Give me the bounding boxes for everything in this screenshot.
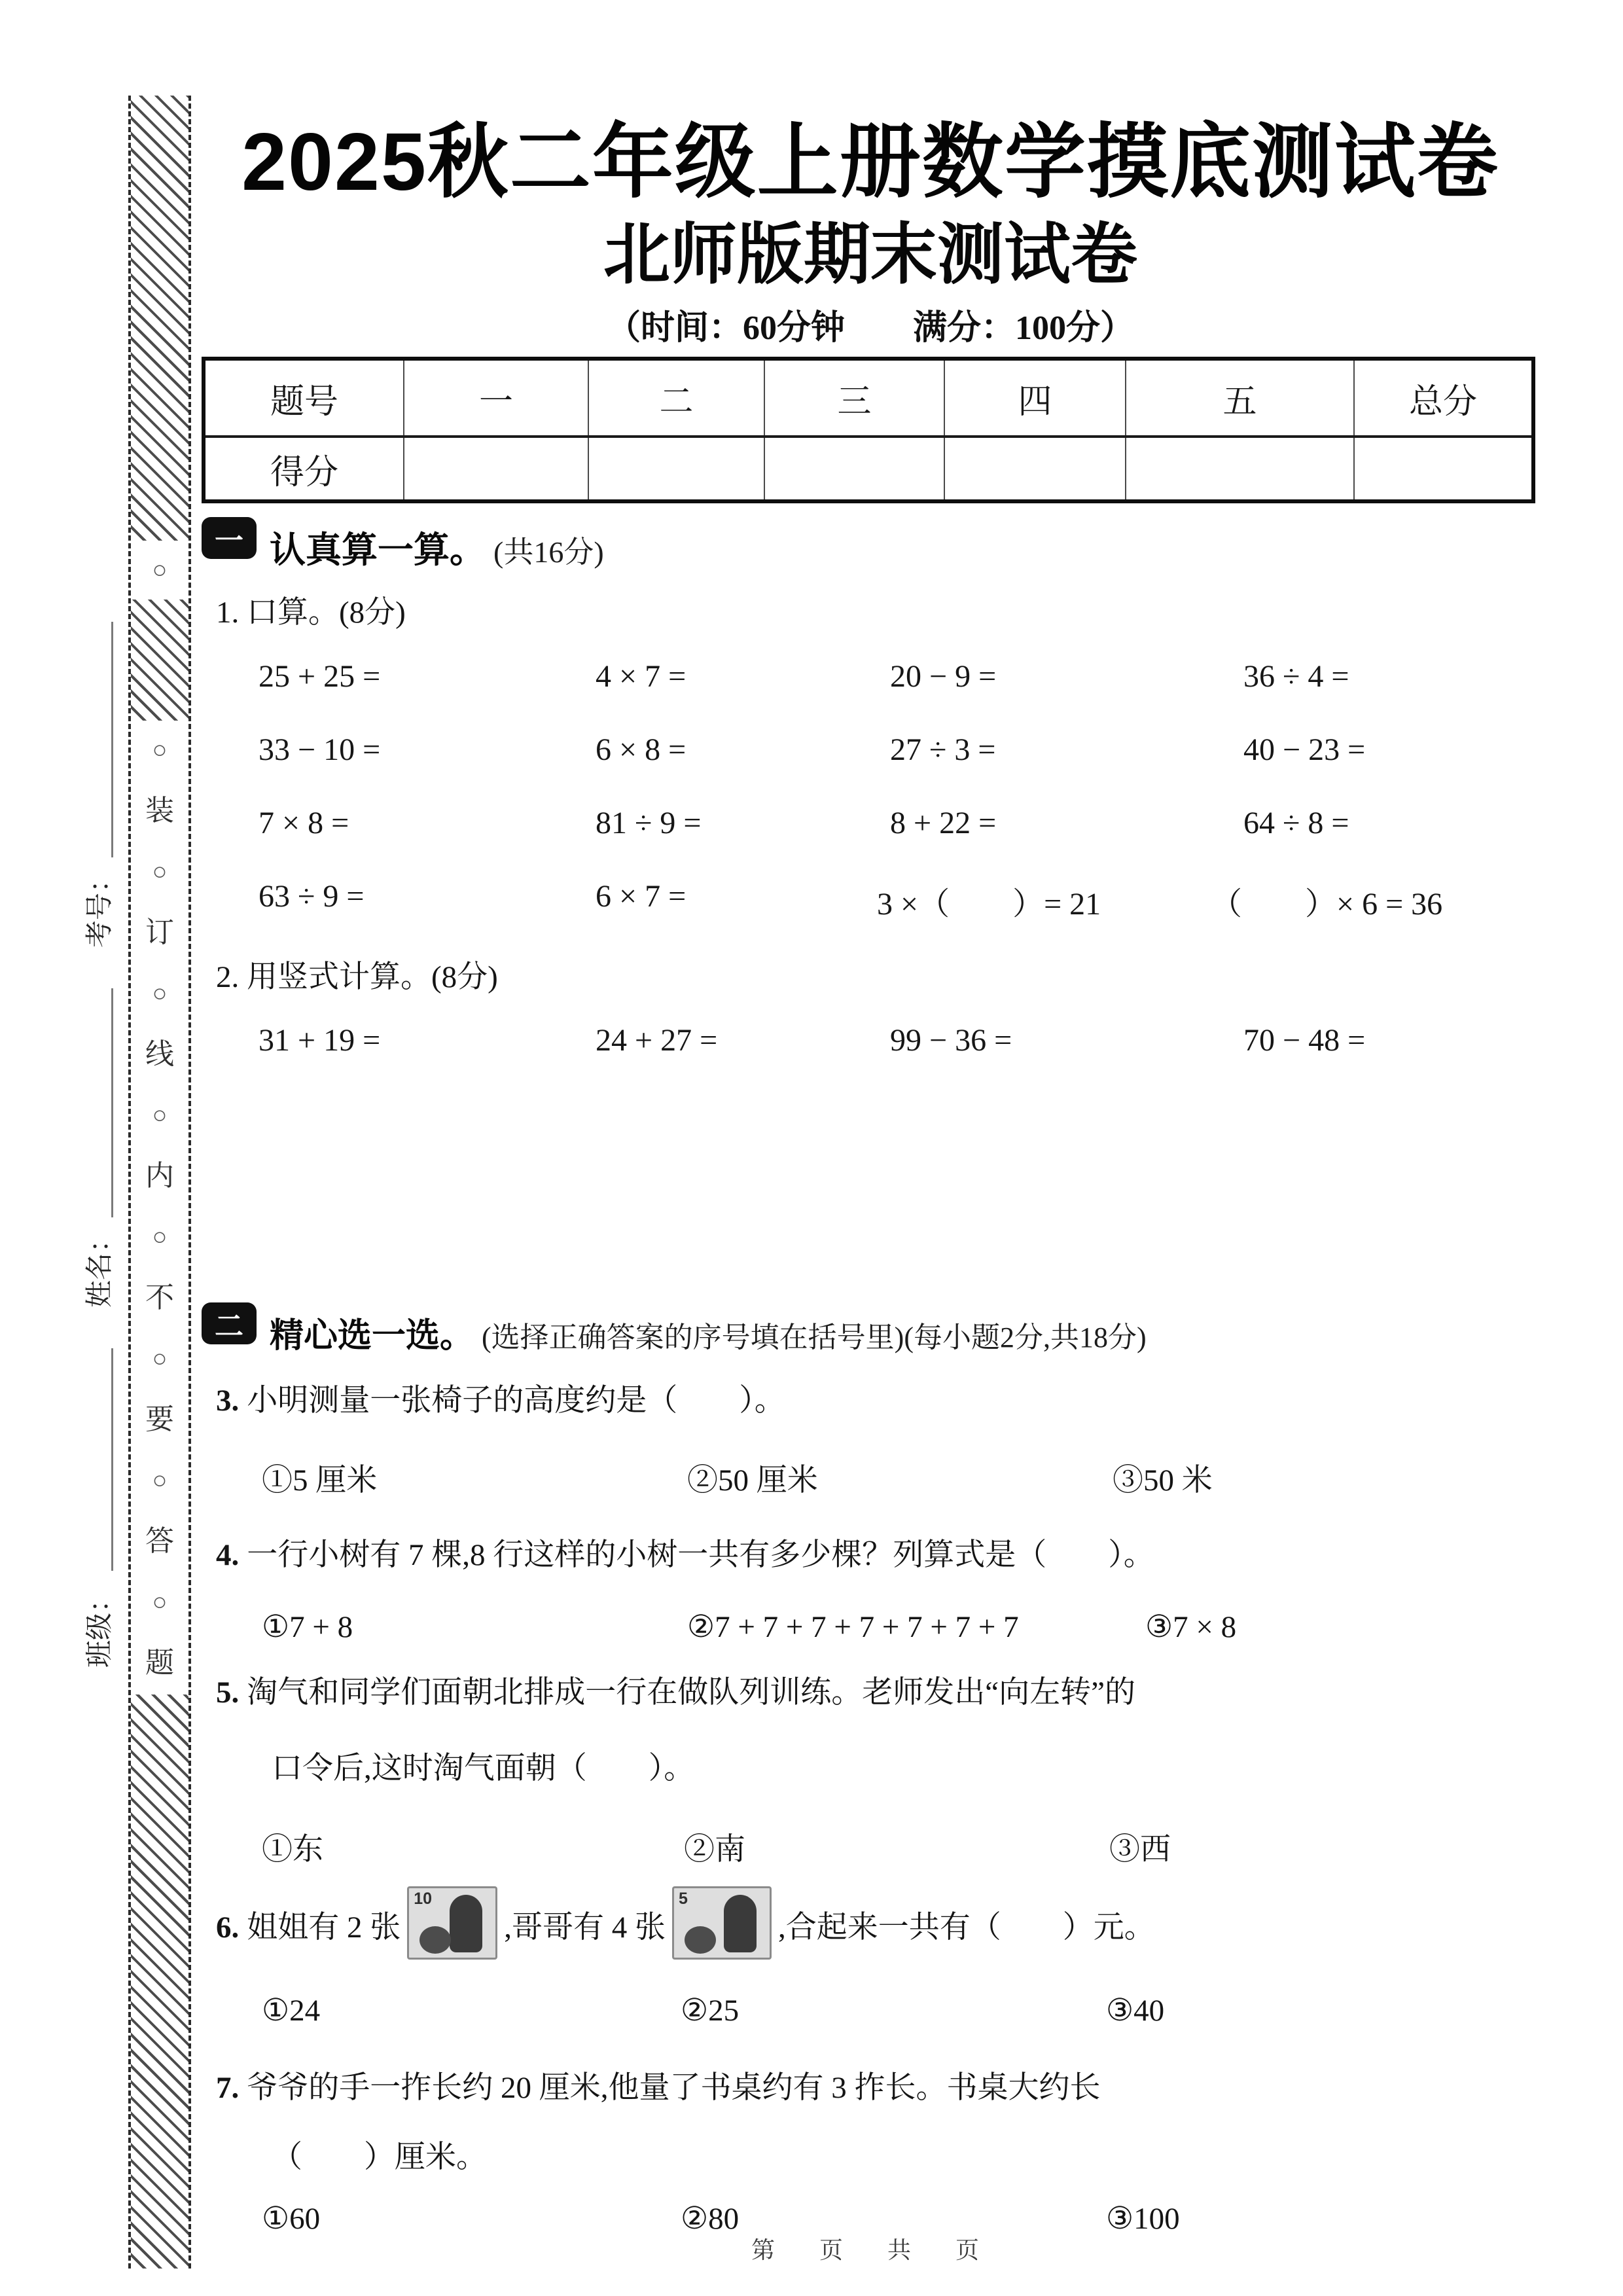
header-part-3: 三	[764, 359, 944, 437]
score-table-score-row	[204, 437, 1533, 501]
score-table-header-row	[204, 359, 1533, 437]
column-calc-item: 99 − 36 =	[890, 1023, 1012, 1058]
seal-char: 内	[145, 1160, 174, 1192]
question-3-number: 3.	[216, 1384, 240, 1418]
question-3	[216, 1376, 1551, 1420]
seal-circle: ○	[152, 1223, 168, 1251]
section-2-note: (选择正确答案的序号填在括号里)(每小题2分,共18分)	[482, 1321, 1147, 1354]
question-6-text-post: ,合起来一共有（ ）元。	[778, 1910, 1155, 1945]
question-6-option-1: ①24	[262, 1994, 321, 2028]
question-5-option-1: ①东	[262, 1833, 323, 1867]
question-7	[216, 2063, 1551, 2107]
header-part-1: 一	[404, 359, 588, 437]
question-3-text: 小明测量一张椅子的高度约是（ ）。	[247, 1384, 785, 1418]
question-7-text-line1: 爷爷的手一拃长约 20 厘米,他量了书桌约有 3 拃长。书桌大约长	[247, 2071, 1101, 2105]
paper-subtitle: 北师版期末测试卷	[603, 217, 1137, 292]
oral-calc-item: 25 + 25 =	[259, 659, 381, 694]
question-3-option-2: ②50 厘米	[687, 1463, 818, 1498]
oral-calc-item: 7 × 8 =	[259, 806, 349, 840]
question-6	[216, 1886, 1551, 1960]
oral-calc-item: 6 × 8 =	[596, 732, 687, 767]
question-5-option-3: ③西	[1109, 1833, 1171, 1867]
portrait-icon	[724, 1895, 757, 1952]
banknote-artwork	[685, 1926, 716, 1954]
paper-title: 2025秋二年级上册数学摸底测试卷	[241, 117, 1499, 207]
oral-calc-item: 20 − 9 =	[890, 659, 997, 694]
question-6-option-2: ②25	[681, 1994, 740, 2028]
class-blank-line	[111, 1348, 113, 1571]
question-5-number: 5.	[216, 1676, 240, 1710]
question-4-option-2: ②7 + 7 + 7 + 7 + 7 + 7 + 7	[687, 1610, 1019, 1644]
question-2-label: 2. 用竖式计算。(8分)	[216, 960, 498, 994]
oral-calc-item: 63 ÷ 9 =	[259, 879, 365, 914]
hatch-marks-top	[131, 96, 188, 541]
oral-calc-item: 4 × 7 =	[596, 659, 687, 694]
page-footer: 第 页 共 页	[751, 2237, 990, 2263]
section-2-heading	[270, 1308, 1147, 1357]
column-calc-item: 70 − 48 =	[1243, 1023, 1366, 1058]
banknote-artwork	[419, 1926, 451, 1954]
column-calc-item: 31 + 19 =	[259, 1023, 381, 1058]
question-5	[216, 1668, 1551, 1712]
header-total: 总分	[1354, 359, 1533, 437]
portrait-icon	[450, 1895, 482, 1952]
question-7-number: 7.	[216, 2071, 240, 2105]
question-7-option-1: ①60	[262, 2202, 321, 2236]
question-4-text: 一行小树有 7 棵,8 行这样的小树一共有多少棵？列算式是（ ）。	[247, 1538, 1154, 1572]
section-2-badge: 二	[202, 1302, 257, 1344]
oral-calc-item: 27 ÷ 3 =	[890, 732, 996, 767]
question-6-text-pre: 姐姐有 2 张	[247, 1910, 401, 1945]
question-7-text-line2: （ ）厘米。	[272, 2140, 487, 2174]
question-5-text-line2: 口令后,这时淘气面朝（ ）。	[272, 1751, 695, 1785]
seal-circle: ○	[152, 1345, 168, 1372]
seal-binding-strip	[128, 96, 191, 2269]
seal-circle: ○	[152, 1588, 168, 1616]
oral-calc-item: 6 × 7 =	[596, 879, 687, 914]
question-1-label: 1. 口算。(8分)	[216, 596, 406, 630]
seal-circle: ○	[152, 736, 168, 764]
seal-char: 线	[145, 1038, 174, 1070]
question-6-option-3: ③40	[1106, 1994, 1165, 2028]
score-cell	[1354, 437, 1533, 501]
seal-circle: ○	[152, 556, 168, 584]
section-1-title: 认真算一算。	[270, 529, 486, 570]
time-score-line: （时间：60分钟 满分：100分）	[606, 310, 1134, 347]
question-6-number: 6.	[216, 1910, 240, 1945]
score-cell	[944, 437, 1126, 501]
exam-number-blank-line	[111, 622, 113, 857]
column-calc-item: 24 + 27 =	[596, 1023, 718, 1058]
exam-number-label: 考号：	[85, 865, 115, 948]
header-part-2: 二	[588, 359, 764, 437]
oral-calc-item: 64 ÷ 8 =	[1243, 806, 1349, 840]
question-4-option-1: ①7 + 8	[262, 1610, 353, 1644]
oral-calc-item: 8 + 22 =	[890, 806, 997, 840]
banknote-denomination: 5	[679, 1890, 688, 1908]
question-4-number: 4.	[216, 1538, 240, 1572]
banknote-5-yuan-image	[672, 1886, 772, 1960]
section-1-badge: 一	[202, 517, 257, 559]
seal-char: 不	[145, 1282, 174, 1314]
section-1-heading	[270, 521, 604, 573]
seal-char: 要	[145, 1403, 174, 1435]
seal-char: 题	[145, 1647, 174, 1679]
seal-char: 答	[145, 1525, 174, 1557]
question-4-option-3: ③7 × 8	[1145, 1610, 1237, 1644]
class-label: 班级：	[85, 1585, 115, 1668]
score-cell	[588, 437, 764, 501]
seal-circle: ○	[152, 858, 168, 886]
oral-calc-item: 40 − 23 =	[1243, 732, 1366, 767]
section-2-title: 精心选一选。	[270, 1317, 474, 1355]
score-row-label: 得分	[204, 437, 404, 501]
oral-calc-item: 36 ÷ 4 =	[1243, 659, 1349, 694]
seal-circle: ○	[152, 980, 168, 1007]
seal-circle: ○	[152, 1467, 168, 1494]
question-7-option-2: ②80	[681, 2202, 740, 2236]
banknote-10-yuan-image	[407, 1886, 497, 1960]
banknote-denomination: 10	[414, 1890, 433, 1908]
student-name-label: 姓名：	[85, 1225, 115, 1308]
hatch-marks-bottom	[131, 1695, 188, 2269]
seal-char: 订	[145, 916, 174, 948]
score-cell	[1126, 437, 1354, 501]
question-3-option-3: ③50 米	[1113, 1463, 1213, 1498]
oral-calc-item: （ ）× 6 = 36	[1211, 887, 1443, 922]
question-4	[216, 1530, 1551, 1574]
oral-calc-item: 81 ÷ 9 =	[596, 806, 702, 840]
seal-char: 装	[145, 795, 174, 827]
header-part-5: 五	[1126, 359, 1354, 437]
hatch-marks-mid	[131, 600, 188, 721]
question-7-option-3: ③100	[1106, 2202, 1180, 2236]
oral-calc-item: 33 − 10 =	[259, 732, 381, 767]
oral-calc-item: 3 ×（ ）= 21	[877, 887, 1101, 922]
question-6-text-mid: ,哥哥有 4 张	[504, 1910, 666, 1945]
score-cell	[404, 437, 588, 501]
question-5-text-line1: 淘气和同学们面朝北排成一行在做队列训练。老师发出“向左转”的	[247, 1676, 1135, 1710]
score-table	[202, 357, 1535, 503]
header-question-number: 题号	[204, 359, 404, 437]
section-1-points: (共16分)	[493, 535, 604, 569]
score-cell	[764, 437, 944, 501]
header-part-4: 四	[944, 359, 1126, 437]
question-5-option-2: ②南	[684, 1833, 745, 1867]
student-name-blank-line	[111, 988, 113, 1217]
question-3-option-1: ①5 厘米	[262, 1463, 378, 1498]
seal-circle: ○	[152, 1102, 168, 1129]
